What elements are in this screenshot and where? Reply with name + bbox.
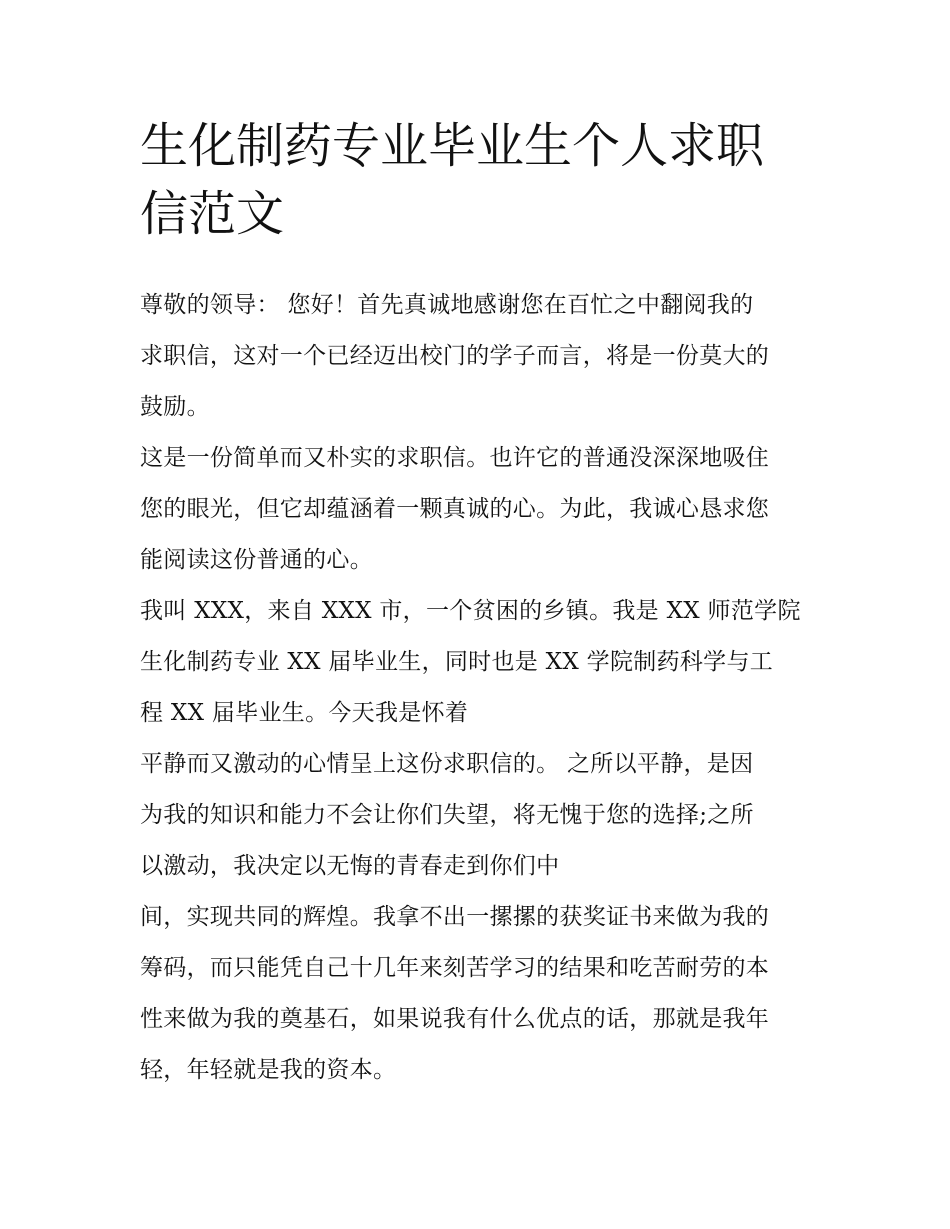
title-line: 生化制药专业毕业生个人求职 xyxy=(140,118,765,174)
body-line: 尊敬的领导： 您好！首先真诚地感谢您在百忙之中翻阅我的 xyxy=(140,292,754,318)
body-line: 您的眼光，但它却蕴涵着一颗真诚的心。为此，我诚心恳求您 xyxy=(140,496,770,522)
document-title xyxy=(140,112,820,248)
body-line: 能阅读这份普通的心。 xyxy=(140,547,373,573)
body-line: 为我的知识和能力不会让你们失望，将无愧于您的选择;之所 xyxy=(140,802,754,828)
body-line: 以激动，我决定以无悔的青春走到你们中 xyxy=(140,853,560,879)
body-line: 性来做为我的奠基石，如果说我有什么优点的话，那就是我年 xyxy=(140,1006,770,1032)
body-line: 间，实现共同的辉煌。我拿不出一摞摞的获奖证书来做为我的 xyxy=(140,904,770,930)
body-line: 求职信，这对一个已经迈出校门的学子而言，将是一份莫大的 xyxy=(140,343,770,369)
body-line: 鼓励。 xyxy=(140,394,210,420)
body-line: 筹码，而只能凭自己十几年来刻苦学习的结果和吃苦耐劳的本 xyxy=(140,955,770,981)
title-line: 信范文 xyxy=(140,186,285,242)
letter-body xyxy=(140,280,830,1096)
body-line: 程 XX 届毕业生。今天我是怀着 xyxy=(140,700,469,726)
body-line: 生化制药专业 XX 届毕业生，同时也是 XX 学院制药科学与工 xyxy=(140,649,774,675)
body-line: 我叫 XXX，来自 XXX 市，一个贫困的乡镇。我是 XX 师范学院 xyxy=(140,598,801,624)
body-line: 这是一份简单而又朴实的求职信。也许它的普通没深深地吸住 xyxy=(140,445,770,471)
body-line: 轻，年轻就是我的资本。 xyxy=(140,1057,397,1083)
body-line: 平静而又激动的心情呈上这份求职信的。 之所以平静，是因 xyxy=(140,751,754,777)
